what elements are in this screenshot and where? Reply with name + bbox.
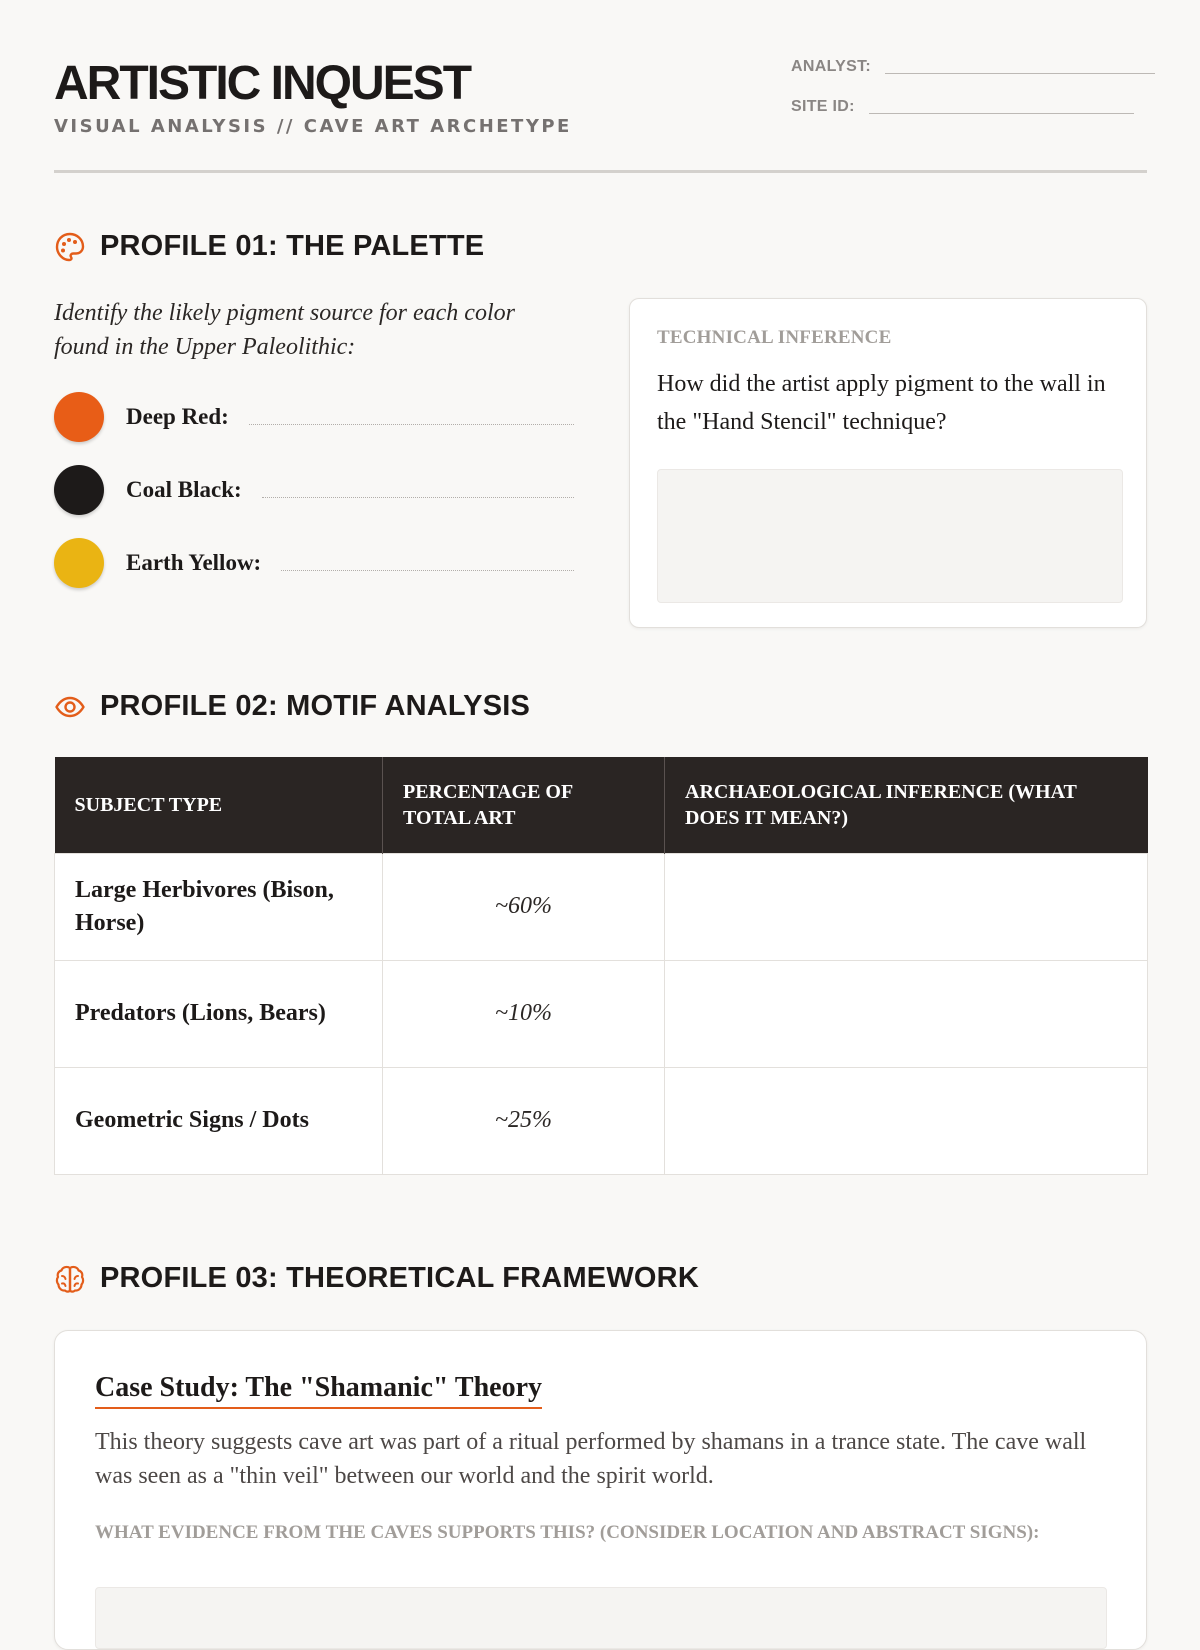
percentage-cell: ~60% (383, 853, 665, 960)
technical-inference-card (629, 298, 1147, 628)
palette-instructions: Identify the likely pigment source for each color found in the Upper Paleolithic: (54, 300, 515, 360)
motif-table (54, 757, 1148, 1175)
case-study-title: Case Study: The "Shamanic" Theory (95, 1371, 542, 1409)
technical-inference-title: TECHNICAL INFERENCE (657, 327, 892, 348)
table-row (55, 853, 1148, 960)
worksheet-header (54, 0, 1147, 173)
palette-heading: PROFILE 01: THE PALETTE (100, 230, 485, 262)
column-header-inference: ARCHAEOLOGICAL INFERENCE (WHAT DOES IT MEAN?) (665, 757, 1148, 853)
deep-red-swatch (54, 392, 104, 442)
inference-answer-cell[interactable] (665, 1067, 1148, 1174)
framework-heading: PROFILE 03: THEORETICAL FRAMEWORK (100, 1262, 699, 1294)
coal-black-label: Coal Black: (126, 477, 242, 502)
inference-answer-cell[interactable] (665, 960, 1148, 1067)
table-row (55, 1067, 1148, 1174)
coal-black-answer-line[interactable] (262, 496, 574, 498)
section-heading-motif (54, 690, 530, 723)
section-heading-palette (54, 230, 484, 263)
deep-red-answer-line[interactable] (249, 423, 574, 425)
case-study-card (54, 1330, 1147, 1650)
column-header-percentage: PERCENTAGE OF TOTAL ART (383, 757, 665, 853)
section-heading-framework (54, 1262, 699, 1295)
page-title: ARTISTIC INQUEST (54, 57, 471, 110)
earth-yellow-answer-line[interactable] (281, 569, 574, 571)
worksheet-page (54, 0, 1147, 1543)
swatch-row-yellow (54, 538, 574, 588)
coal-black-swatch (54, 465, 104, 515)
evidence-prompt: WHAT EVIDENCE FROM THE CAVES SUPPORTS THIS? (CONSIDER LOCATION AND ABSTRACT SIGNS): (95, 1522, 1040, 1543)
technical-inference-answer-box[interactable] (657, 469, 1123, 603)
analyst-field (791, 58, 1155, 76)
swatch-row-black (54, 465, 574, 515)
technical-inference-question: How did the artist apply pigment to the wall in the "Hand Stencil" technique? (657, 371, 1106, 435)
swatch-row-red (54, 392, 574, 442)
column-header-subject: SUBJECT TYPE (55, 757, 383, 853)
subject-cell: Large Herbivores (Bison, Horse) (55, 853, 383, 960)
subject-cell: Geometric Signs / Dots (55, 1067, 383, 1174)
case-study-body: This theory suggests cave art was part of a ritual performed by shamans in a trance state. The cave wall was seen as a "thin veil" between our world and the spirit world. (95, 1429, 1087, 1489)
deep-red-label: Deep Red: (126, 404, 229, 429)
percentage-cell: ~10% (383, 960, 665, 1067)
site-id-input-line[interactable] (869, 112, 1134, 114)
analyst-label: ANALYST: (791, 58, 872, 75)
table-header-row (55, 757, 1148, 853)
eye-icon (54, 691, 86, 723)
percentage-cell: ~25% (383, 1067, 665, 1174)
site-id-field (791, 98, 1134, 116)
subject-cell: Predators (Lions, Bears) (55, 960, 383, 1067)
palette-icon (54, 231, 86, 263)
evidence-answer-box[interactable] (95, 1587, 1107, 1649)
analyst-input-line[interactable] (885, 72, 1155, 74)
brain-icon (54, 1263, 86, 1295)
site-id-label: SITE ID: (791, 98, 855, 115)
earth-yellow-label: Earth Yellow: (126, 550, 262, 575)
earth-yellow-swatch (54, 538, 104, 588)
motif-heading: PROFILE 02: MOTIF ANALYSIS (100, 690, 531, 722)
page-subtitle: VISUAL ANALYSIS // CAVE ART ARCHETYPE (54, 116, 572, 137)
table-row (55, 960, 1148, 1067)
inference-answer-cell[interactable] (665, 853, 1148, 960)
